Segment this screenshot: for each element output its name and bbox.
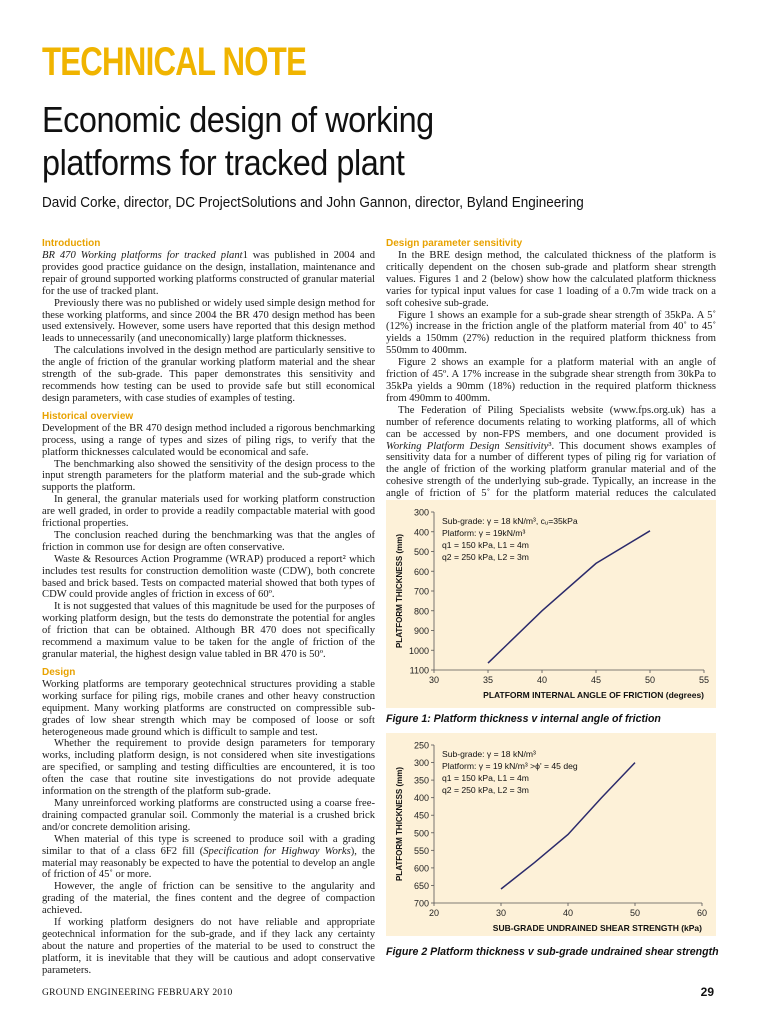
design-paragraph-4-start: When material of this type is screened to produce soil with a grading similar to that of a class 6F2 fill ( bbox=[42, 833, 375, 857]
sensitivity-paragraph-4-end: ³. This document shows examples of sensitivity data for a number of different types of piling rig for variation of the angle of friction of the working platform granular material and of the cohesive strength of the underlying sub-grade. Typically, an increase in the angle of friction of 5˚ for the platform material reduces the calculated bbox=[386, 440, 716, 500]
figure-1-x-axis-label: PLATFORM INTERNAL ANGLE OF FRICTION (degrees) bbox=[483, 690, 704, 700]
figure-1-annotation: Platform: γ = 19kN/m³ bbox=[442, 528, 526, 538]
figure-1-y-tick-label: 500 bbox=[413, 547, 429, 557]
figure-1-y-axis-label: PLATFORM THICKNESS (mm) bbox=[395, 533, 404, 649]
figure-2-chart bbox=[386, 733, 716, 936]
historical-paragraph-5: Waste & Resources Action Programme (WRAP) produced a report² which includes test results for construction demolition waste (CDW), both concrete based and brick based. Tests on compacted material showed that both types of CDW could provide angles of friction in excess of 60º. bbox=[42, 553, 375, 601]
figure-2-y-tick-label: 500 bbox=[413, 828, 429, 839]
historical-heading: Historical overview bbox=[42, 410, 134, 422]
figure-2-y-tick-label: 250 bbox=[413, 740, 429, 751]
intro-paragraph-3: The calculations involved in the design method are particularly sensitive to the angle of friction of the granular working platform material and the shear strength of the sub-grade. This paper demonstrates this sensitivity and recommends how testing can be used to provide safe but still economical design parameters, with case studies of examples of testing. bbox=[42, 345, 375, 404]
intro-paragraph-2: Previously there was no published or widely used simple design method for these working platforms, and since 2004 the BR 470 design method has been used extensively. However, some users have reported that this design method leads to unnecessarily (and uneconomically) large platform thicknesses. bbox=[42, 297, 375, 345]
design-paragraph-2: Whether the requirement to provide design parameters for temporary works, including platform design, is not considered when site investigations are specified, or sampling and testing difficulties are encountered, it is too often the case that routine site investigations do not provide adequate information on the strength of the platform sub-grade. bbox=[42, 738, 375, 798]
sensitivity-paragraph-4 bbox=[386, 405, 716, 512]
author-byline: David Corke, director, DC ProjectSolutions and John Gannon, director, Byland Engineering bbox=[42, 194, 584, 211]
figure-1-annotation: q1 = 150 kPa, L1 = 4m bbox=[442, 540, 529, 550]
historical-paragraph-1: Development of the BR 470 design method included a rigorous benchmarking process, using a range of types and sizes of piling rigs, to verify that the platform thicknesses calculated would be economical and safe. bbox=[42, 422, 375, 458]
page-number: 29 bbox=[700, 985, 714, 999]
title-line-1: Economic design of working bbox=[42, 99, 434, 140]
left-column bbox=[42, 238, 375, 977]
figure-2-x-tick-label: 40 bbox=[562, 908, 574, 918]
figure-2-caption: Figure 2 Platform thickness v sub-grade undrained shear strength bbox=[386, 946, 719, 958]
article-title bbox=[42, 98, 742, 184]
historical-paragraph-2: The benchmarking also showed the sensitivity of the design process to the input strength parameters for the platform material and the sub-grade which supports the platform. bbox=[42, 458, 375, 494]
intro-paragraph-1 bbox=[42, 250, 375, 298]
figure-2-x-axis-label: SUB-GRADE UNDRAINED SHEAR STRENGTH (kPa) bbox=[492, 923, 702, 933]
design-paragraph-3: Many unreinforced working platforms are constructed using a coarse free-draining compacted granular soil. Commonly the material is a crushed brick and/or concrete demolition arising. bbox=[42, 797, 375, 833]
figure-2-y-tick-label: 600 bbox=[413, 863, 429, 874]
figure-2-y-tick-label: 350 bbox=[413, 775, 429, 786]
figure-1-y-tick-label: 600 bbox=[413, 566, 429, 577]
sensitivity-heading: Design parameter sensitivity bbox=[386, 238, 523, 249]
figure-2-annotation: Platform: γ = 19 kN/m³ >ϕ' = 45 deg bbox=[442, 761, 578, 771]
sensitivity-paragraph-4-start: The Federation of Piling Specialists website (www.fps.org.uk) has a number of reference documents relating to working platforms, all of which can be accessed by non-FPS members, and one document provided is bbox=[386, 404, 716, 440]
figure-1-y-tick-label: 900 bbox=[413, 626, 429, 636]
figure-1-x-tick-label: 30 bbox=[428, 675, 440, 685]
figure-2-y-tick-label: 450 bbox=[413, 810, 429, 821]
figure-1-x-tick-label: 55 bbox=[698, 675, 710, 685]
figure-2-x-tick-label: 20 bbox=[428, 908, 440, 918]
figure-2-y-tick-label: 400 bbox=[413, 793, 429, 804]
figure-1-x-tick-label: 35 bbox=[482, 675, 494, 685]
intro-heading: Introduction bbox=[42, 238, 101, 249]
figure-1-y-tick-label: 1100 bbox=[409, 665, 429, 676]
figure-1-x-tick-label: 50 bbox=[644, 675, 656, 685]
figure-1-caption: Figure 1: Platform thickness v internal angle of friction bbox=[386, 713, 661, 725]
figure-2-x-tick-label: 30 bbox=[495, 908, 507, 918]
sensitivity-paragraph-1: In the BRE design method, the calculated thickness of the platform is critically dependent on the chosen sub-grade and platform shear strength values. Figures 1 and 2 (below) show how the calculated platform thickness varies for typical input values for case 1 loading of a 0.7m wide track on a soft cohesive sub-grade. bbox=[386, 250, 716, 309]
figure-2-y-axis-label: PLATFORM THICKNESS (mm) bbox=[395, 766, 404, 882]
figure-1-y-tick-label: 400 bbox=[413, 527, 429, 538]
intro-reference: BR 470 Working platforms for tracked plant bbox=[42, 250, 243, 261]
figure-1-annotation: q2 = 250 kPa, L2 = 3m bbox=[442, 552, 529, 562]
figure-2-x-tick-label: 50 bbox=[629, 908, 641, 918]
figure-1-x-tick-label: 40 bbox=[536, 675, 548, 685]
figure-1-x-tick-label: 45 bbox=[590, 675, 602, 685]
design-paragraph-1: Working platforms are temporary geotechnical structures providing a stable working surface for piling rigs, mobile cranes and other heavy construction equipment. Many working platforms are constructed on compressible sub-grades of low shear strength which may be composed of loose or soft heterogeneous made ground which is difficult to sample and test. bbox=[42, 678, 375, 738]
fps-document-reference: Working Platform Design Sensitivity bbox=[386, 440, 549, 452]
figure-2-y-tick-label: 650 bbox=[413, 880, 429, 891]
figure-2-annotation: Sub-grade: γ = 18 kN/m³ bbox=[442, 749, 536, 759]
historical-paragraph-6: It is not suggested that values of this magnitude be used for the purposes of working platform design, but the tests do demonstrate the potential for angles of friction that can be obtained. Although BR 470 does not specifically recommend a maximum value to be taken for the angle of friction of the granular material, the highest design value tabled in BR 470 is 50º. bbox=[42, 601, 375, 660]
highway-spec-reference: Specification for Highway Works bbox=[203, 845, 351, 857]
figure-2-x-tick-label: 60 bbox=[696, 908, 708, 918]
figure-1-svg bbox=[386, 500, 716, 708]
sensitivity-paragraph-3: Figure 2 shows an example for a platform material with an angle of friction of 45º. A 17% increase in the subgrade shear strength from 30kPa to 35kPa yields a 90mm (18%) reduction in the required platform thickness from 490mm to 400mm. bbox=[386, 357, 716, 404]
figure-2-svg bbox=[386, 733, 716, 936]
design-paragraph-6: If working platform designers do not have reliable and appropriate geotechnical information for the sub-grade, and if they lack any certainty about the nature and properties of the material to be used to construct the platform, it is inevitable that they will be cautious and adopt conservative parameters. bbox=[42, 917, 375, 976]
publication-footer: GROUND ENGINEERING FEBRUARY 2010 bbox=[42, 988, 233, 998]
figure-2-y-tick-label: 700 bbox=[413, 898, 429, 909]
figure-1-y-tick-label: 300 bbox=[413, 507, 429, 518]
historical-paragraph-3: In general, the granular materials used for working platform construction are well graded, in order to provide a readily compactable material with good frictional properties. bbox=[42, 494, 375, 530]
figure-1-series-line bbox=[488, 531, 650, 663]
design-paragraph-4 bbox=[42, 834, 375, 882]
right-column bbox=[386, 238, 716, 512]
figure-2-y-tick-label: 300 bbox=[413, 758, 429, 769]
figure-1-y-tick-label: 700 bbox=[413, 586, 429, 597]
figure-1-annotation: Sub-grade: γ = 18 kN/m³, cᵤ=35kPa bbox=[442, 516, 578, 526]
figure-2-y-tick-label: 550 bbox=[413, 845, 429, 856]
sensitivity-paragraph-2: Figure 1 shows an example for a sub-grade shear strength of 35kPa. A 5˚ (12%) increase in the friction angle of the platform material from 40˚ to 45˚ yields a 150mm (27%) reduction in the required platform thickness from 550mm to 400mm. bbox=[386, 309, 716, 357]
design-paragraph-4-end: ), the material may reasonably be expected to have the potential to develop an angle of friction of 45˚ or more. bbox=[42, 845, 375, 881]
historical-paragraph-4: The conclusion reached during the benchmarking was that the angles of friction in common use for design are often conservative. bbox=[42, 529, 375, 553]
figure-1-chart bbox=[386, 500, 716, 708]
title-line-2: platforms for tracked plant bbox=[42, 142, 405, 183]
intro-paragraph-1-text: 1 was published in 2004 and provides good practice guidance on the design, installation, maintenance and repair of ground supported working platforms constructed of granular material for the use of tracked plant. bbox=[42, 250, 375, 297]
figure-1-y-tick-label: 800 bbox=[413, 606, 429, 617]
design-heading: Design bbox=[42, 666, 76, 678]
figure-2-annotation: q2 = 250 kPa, L2 = 3m bbox=[442, 785, 529, 795]
figure-1-y-tick-label: 1000 bbox=[408, 645, 429, 656]
design-paragraph-5: However, the angle of friction can be sensitive to the angularity and grading of the material, the fines content and the degree of compaction achieved. bbox=[42, 881, 375, 917]
section-kicker: TECHNICAL NOTE bbox=[42, 40, 307, 84]
figure-2-annotation: q1 = 150 kPa, L1 = 4m bbox=[442, 773, 529, 783]
